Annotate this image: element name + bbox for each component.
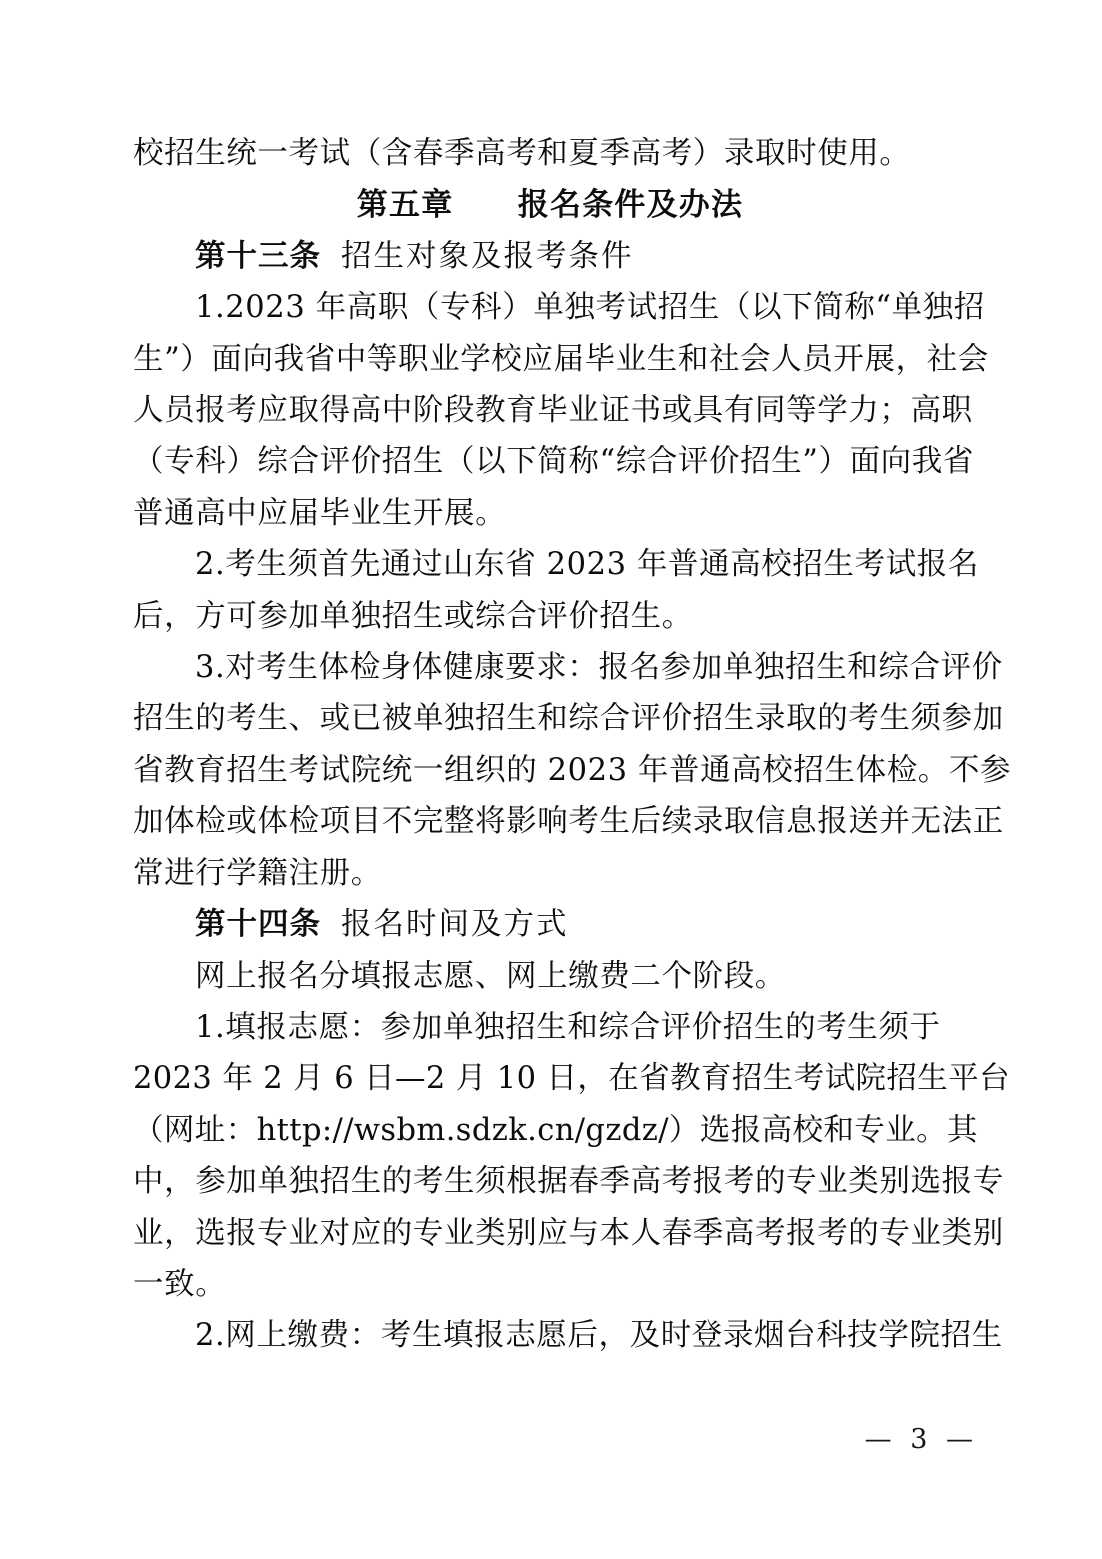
article-14-label: 第十四条 <box>195 907 321 942</box>
paragraph-line: 3.对考生体检身体健康要求：报名参加单独招生和综合评价 <box>195 650 1003 686</box>
article-13-item-1 <box>133 282 989 539</box>
paragraph-line: 招生的考生、或已被单独招生和综合评价招生录取的考生须参加 <box>133 701 1004 737</box>
paragraph-line: 一致。 <box>133 1266 227 1302</box>
paragraph-line: 2023 年 2 月 6 日—2 月 10 日，在省教育招生考试院招生平台 <box>133 1061 1011 1097</box>
paragraph-line: 1.2023 年高职（专科）单独考试招生（以下简称“单独招 <box>195 290 985 326</box>
paragraph-line: 加体检或体检项目不完整将影响考生后续录取信息报送并无法正 <box>133 804 1004 840</box>
paragraph-line: 生”）面向我省中等职业学校应届毕业生和社会人员开展，社会 <box>133 341 989 377</box>
paragraph-line: 普通高中应届毕业生开展。 <box>133 495 507 531</box>
page-number: — 3 — <box>864 1424 978 1455</box>
continued-paragraph-line: 校招生统一考试（含春季高考和夏季高考）录取时使用。 <box>133 136 911 171</box>
article-13-title: 招生对象及报考条件 <box>341 238 634 274</box>
paragraph-line: 2.网上缴费：考生填报志愿后，及时登录烟台科技学院招生 <box>195 1318 1003 1354</box>
paragraph-line: 1.填报志愿：参加单独招生和综合评价招生的考生须于 <box>195 1009 941 1045</box>
paragraph-line: 省教育招生考试院统一组织的 2023 年普通高校招生体检。不参 <box>133 752 1012 788</box>
article-14-item-2 <box>133 1310 1003 1361</box>
article-14-item-1 <box>133 1002 1011 1310</box>
paragraph-line: 后，方可参加单独招生或综合评价招生。 <box>133 598 693 634</box>
article-14-heading <box>133 899 967 950</box>
paragraph-line: 2.考生须首先通过山东省 2023 年普通高校招生考试报名 <box>195 547 980 583</box>
article-13-item-2 <box>133 539 980 642</box>
article-13-heading <box>133 231 967 282</box>
article-14-title: 报名时间及方式 <box>341 907 569 943</box>
paragraph-line: 常进行学籍注册。 <box>133 855 382 891</box>
paragraph-line: 业，选报专业对应的专业类别应与本人春季高考报考的专业类别 <box>133 1215 1004 1251</box>
article-14-intro-line: 网上报名分填报志愿、网上缴费二个阶段。 <box>195 958 786 994</box>
chapter-heading: 第五章 报名条件及办法 <box>356 187 744 223</box>
page-content <box>133 128 1012 1362</box>
paragraph-line-with-url: （网址：http://wsbm.sdzk.cn/gzdz/）选报高校和专业。其 <box>133 1112 978 1148</box>
article-13-label: 第十三条 <box>195 238 321 273</box>
paragraph-line: 中，参加单独招生的考生须根据春季高考报考的专业类别选报专 <box>133 1164 1004 1200</box>
paragraph-line: 人员报考应取得高中阶段教育毕业证书或具有同等学力；高职 <box>133 393 973 429</box>
article-13-item-3 <box>133 642 1012 899</box>
paragraph-line: （专科）综合评价招生（以下简称“综合评价招生”）面向我省 <box>133 444 974 480</box>
